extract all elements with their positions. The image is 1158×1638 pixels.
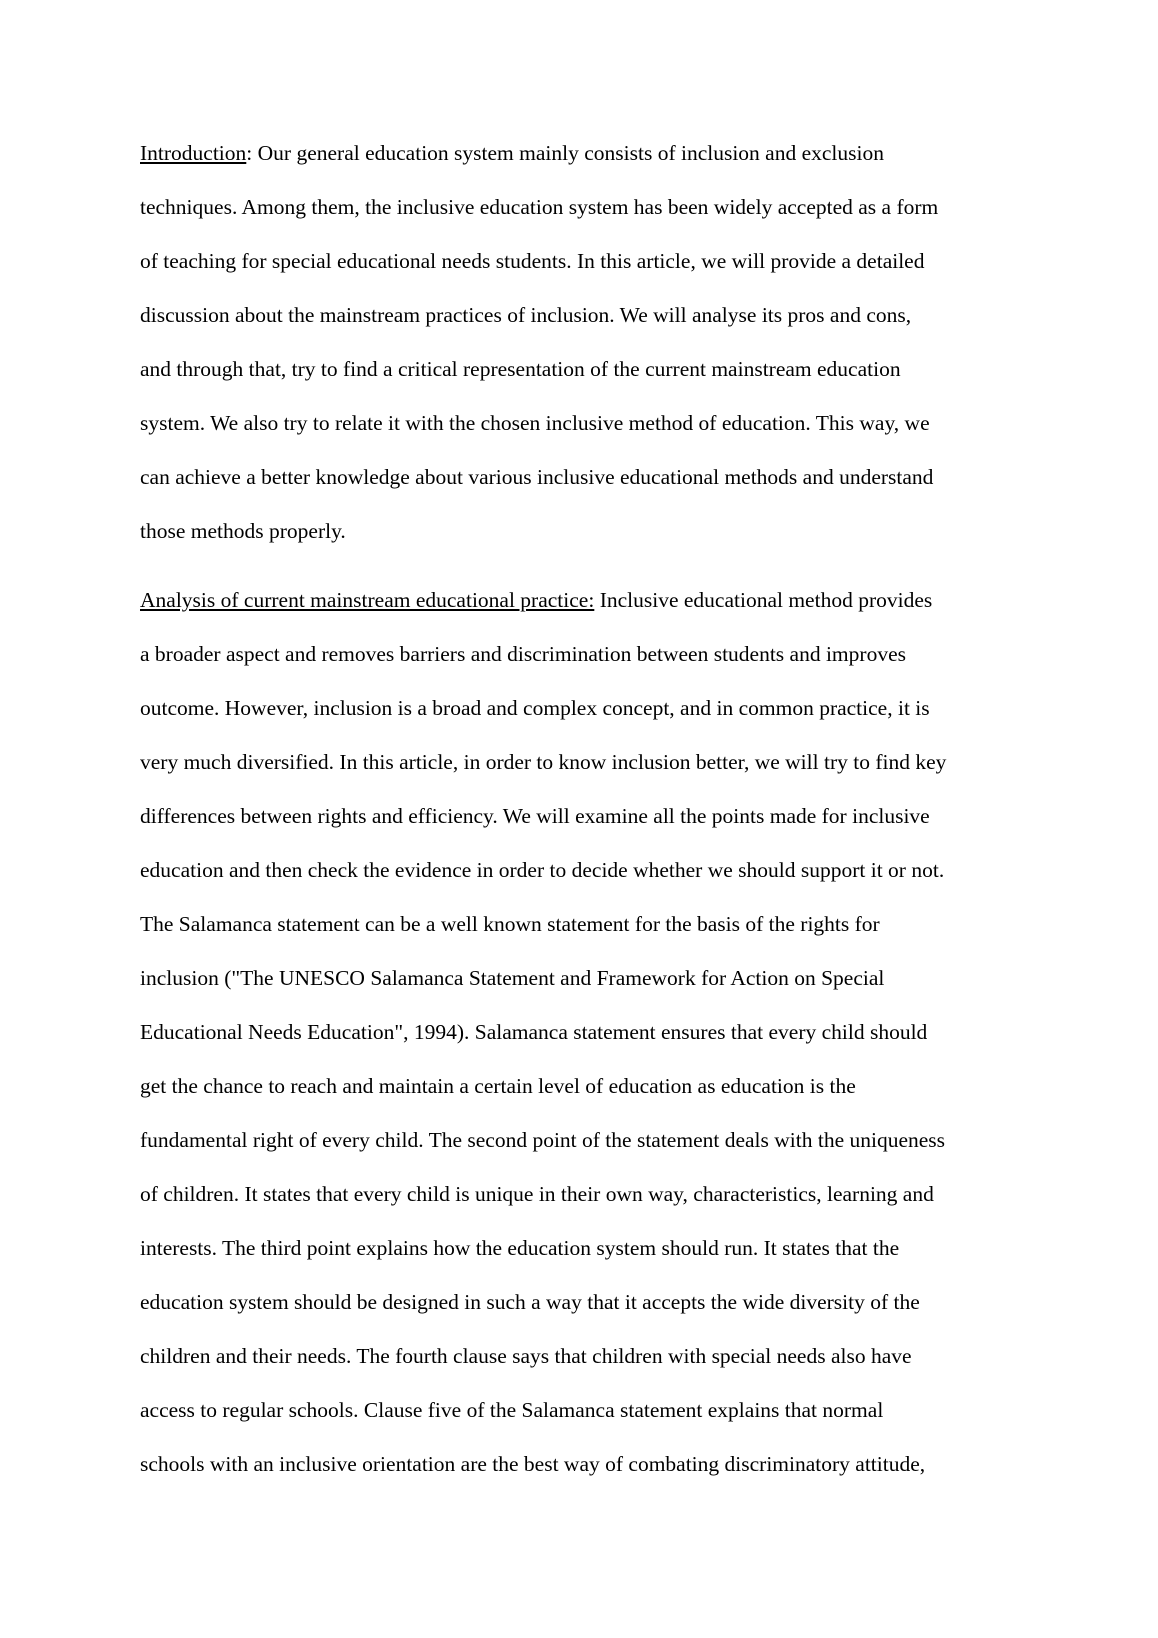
paragraph-line: techniques. Among them, the inclusive education system has been widely accepted as a form	[140, 195, 939, 219]
paragraph-line: system. We also try to relate it with the chosen inclusive method of education. This way, we	[140, 411, 930, 435]
paragraph-line: of teaching for special educational needs students. In this article, we will provide a detailed	[140, 249, 925, 273]
paragraph-line	[140, 126, 1030, 180]
paragraph-line: get the chance to reach and maintain a certain level of education as education is the	[140, 1074, 856, 1098]
paragraph-line: education and then check the evidence in order to decide whether we should support it or not.	[140, 858, 945, 882]
paragraph-line: discussion about the mainstream practices of inclusion. We will analyse its pros and cons,	[140, 303, 912, 327]
paragraph-line: The Salamanca statement can be a well known statement for the basis of the rights for	[140, 912, 880, 936]
introduction-paragraph	[140, 126, 1030, 558]
paragraph-line: very much diversified. In this article, in order to know inclusion better, we will try to find key	[140, 750, 947, 774]
paragraph-line: a broader aspect and removes barriers and discrimination between students and improves	[140, 642, 906, 666]
paragraph-line: children and their needs. The fourth clause says that children with special needs also have	[140, 1344, 912, 1368]
paragraph-line	[140, 573, 1030, 627]
line-text: Inclusive educational method provides	[594, 588, 933, 612]
line-text: : Our general education system mainly consists of inclusion and exclusion	[246, 141, 885, 165]
paragraph-line: education system should be designed in such a way that it accepts the wide diversity of the	[140, 1290, 920, 1314]
paragraph-line: schools with an inclusive orientation are the best way of combating discriminatory attitude,	[140, 1452, 926, 1476]
paragraph-line: those methods properly.	[140, 519, 346, 543]
paragraph-line: interests. The third point explains how the education system should run. It states that the	[140, 1236, 900, 1260]
analysis-heading: Analysis of current mainstream educational practice:	[140, 588, 595, 612]
paragraph-line: and through that, try to find a critical representation of the current mainstream education	[140, 357, 901, 381]
paragraph-line: of children. It states that every child is unique in their own way, characteristics, learning and	[140, 1182, 934, 1206]
paragraph-line: outcome. However, inclusion is a broad and complex concept, and in common practice, it is	[140, 696, 930, 720]
paragraph-line: can achieve a better knowledge about various inclusive educational methods and understand	[140, 465, 934, 489]
paragraph-line: fundamental right of every child. The second point of the statement deals with the uniqueness	[140, 1128, 946, 1152]
paragraph-line: inclusion ("The UNESCO Salamanca Statement and Framework for Action on Special	[140, 966, 885, 990]
paragraph-line: Educational Needs Education", 1994). Salamanca statement ensures that every child should	[140, 1020, 928, 1044]
analysis-paragraph	[140, 573, 1030, 1491]
paragraph-line: differences between rights and efficiency. We will examine all the points made for inclusive	[140, 804, 930, 828]
introduction-heading: Introduction	[140, 141, 247, 165]
paragraph-line: access to regular schools. Clause five of the Salamanca statement explains that normal	[140, 1398, 884, 1422]
